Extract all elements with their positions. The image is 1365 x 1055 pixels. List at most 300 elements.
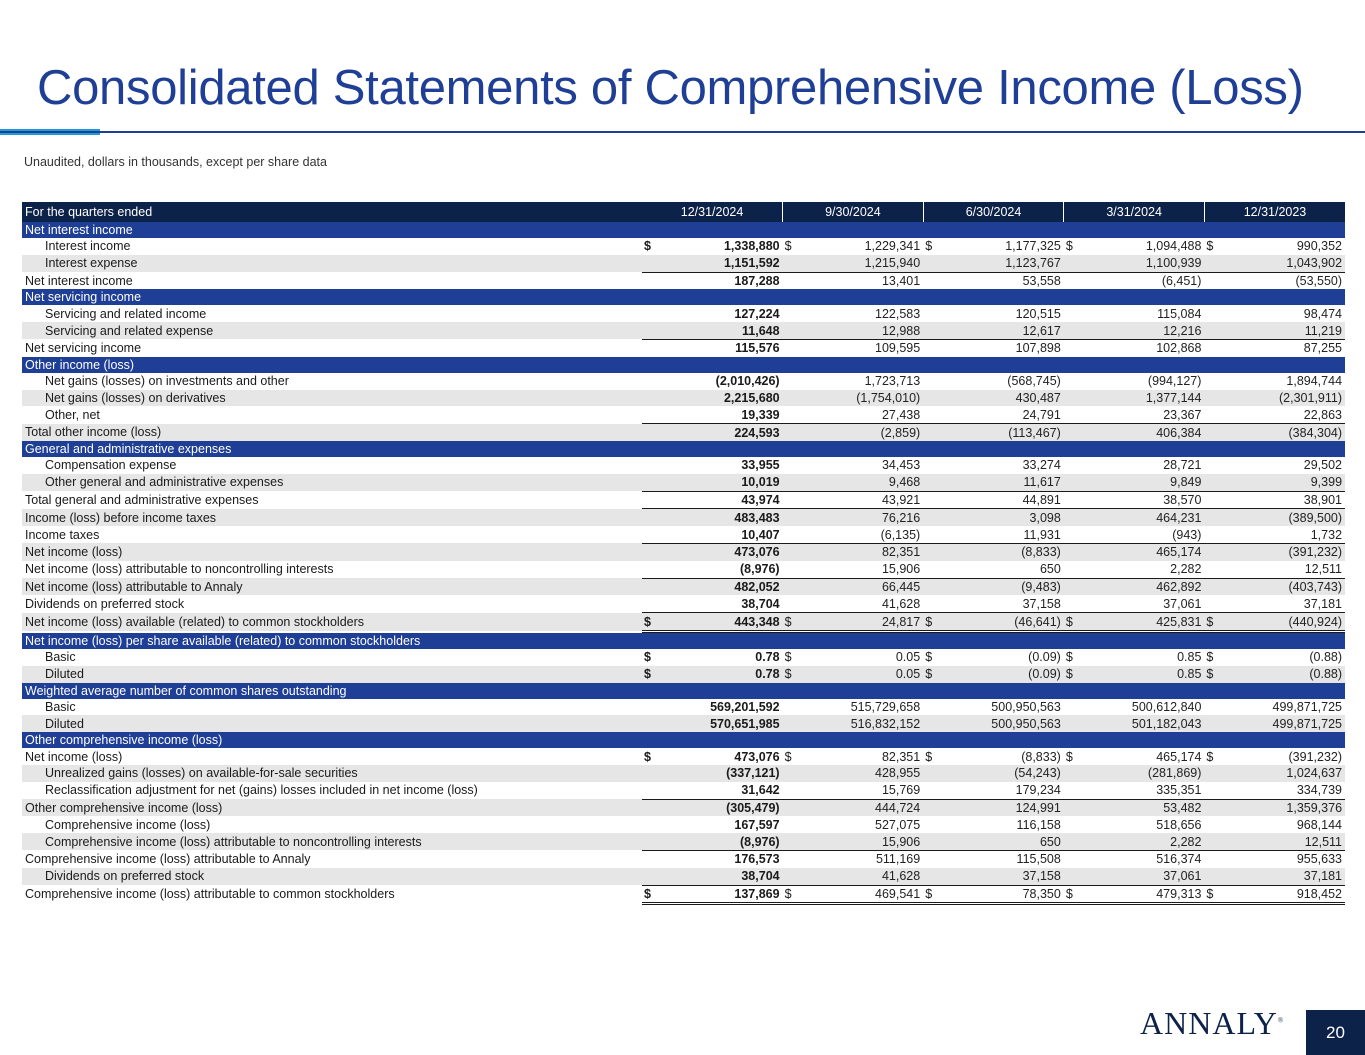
currency-symbol [1064, 322, 1080, 339]
currency-symbol [1204, 424, 1220, 441]
currency-symbol [923, 526, 939, 543]
currency-symbol [923, 595, 939, 612]
value-cell: (389,500) [1220, 509, 1345, 526]
currency-symbol [1064, 406, 1080, 423]
table-row [22, 543, 1345, 560]
value-cell: 31,642 [658, 782, 783, 799]
value-cell: 11,617 [939, 474, 1064, 491]
currency-symbol [1204, 491, 1220, 509]
currency-symbol: $ [1064, 613, 1080, 632]
value-cell: 1,732 [1220, 526, 1345, 543]
row-label: Net income (loss) attributable to Annaly [22, 578, 642, 595]
value-cell: 0.85 [1080, 666, 1205, 683]
currency-symbol: $ [783, 649, 799, 666]
currency-symbol [923, 850, 939, 867]
currency-symbol [1204, 305, 1220, 322]
period-header: 12/31/2024 [642, 202, 783, 222]
currency-symbol: $ [1064, 748, 1080, 765]
section-header-row [22, 289, 1345, 305]
currency-symbol [783, 715, 799, 732]
currency-symbol [1204, 474, 1220, 491]
value-cell: (54,243) [939, 765, 1064, 782]
currency-symbol [923, 322, 939, 339]
currency-symbol [1204, 850, 1220, 867]
section-label: Net income (loss) per share available (related) to common stockholders [22, 631, 1345, 649]
table-row [22, 850, 1345, 867]
value-cell: (305,479) [658, 799, 783, 816]
currency-symbol [642, 833, 658, 850]
page-title: Consolidated Statements of Comprehensive Income (Loss) [37, 61, 1304, 115]
value-cell: 473,076 [658, 748, 783, 765]
value-cell: 0.05 [799, 649, 924, 666]
row-label: Total other income (loss) [22, 424, 642, 441]
value-cell: 335,351 [1080, 782, 1205, 799]
currency-symbol [1204, 526, 1220, 543]
currency-symbol [1064, 715, 1080, 732]
currency-symbol [783, 561, 799, 578]
value-cell: 9,399 [1220, 474, 1345, 491]
row-label: Servicing and related expense [22, 322, 642, 339]
currency-symbol [923, 406, 939, 423]
currency-symbol [1064, 595, 1080, 612]
value-cell: 37,158 [939, 868, 1064, 885]
value-cell: 38,570 [1080, 491, 1205, 509]
row-label: Total general and administrative expenses [22, 491, 642, 509]
currency-symbol [783, 595, 799, 612]
currency-symbol [1204, 595, 1220, 612]
value-cell: 33,274 [939, 457, 1064, 474]
table-row [22, 699, 1345, 716]
value-cell: (384,304) [1220, 424, 1345, 441]
value-cell: (53,550) [1220, 272, 1345, 289]
row-label: Basic [22, 649, 642, 666]
currency-symbol [1204, 322, 1220, 339]
value-cell: (337,121) [658, 765, 783, 782]
currency-symbol: $ [1204, 666, 1220, 683]
value-cell: 187,288 [658, 272, 783, 289]
value-cell: (2,301,911) [1220, 390, 1345, 407]
currency-symbol: $ [642, 748, 658, 765]
currency-symbol [783, 272, 799, 289]
row-label: Unrealized gains (losses) on available-for-sale securities [22, 765, 642, 782]
value-cell: 78,350 [939, 885, 1064, 904]
currency-symbol [923, 715, 939, 732]
currency-symbol [783, 424, 799, 441]
row-label: Net servicing income [22, 339, 642, 356]
value-cell: 1,215,940 [799, 255, 924, 272]
row-label: Dividends on preferred stock [22, 868, 642, 885]
currency-symbol [642, 561, 658, 578]
section-header-row [22, 683, 1345, 699]
currency-symbol [1204, 561, 1220, 578]
currency-symbol [1204, 699, 1220, 716]
value-cell: 473,076 [658, 543, 783, 560]
value-cell: 1,894,744 [1220, 373, 1345, 390]
value-cell: 430,487 [939, 390, 1064, 407]
value-cell: 107,898 [939, 339, 1064, 356]
currency-symbol [1064, 765, 1080, 782]
value-cell: (281,869) [1080, 765, 1205, 782]
value-cell: 37,061 [1080, 595, 1205, 612]
currency-symbol [923, 765, 939, 782]
value-cell: 9,849 [1080, 474, 1205, 491]
value-cell: 12,511 [1220, 833, 1345, 850]
currency-symbol: $ [923, 748, 939, 765]
currency-symbol [642, 799, 658, 816]
currency-symbol: $ [1204, 885, 1220, 904]
currency-symbol [642, 339, 658, 356]
currency-symbol: $ [783, 666, 799, 683]
currency-symbol [783, 850, 799, 867]
value-cell: 115,084 [1080, 305, 1205, 322]
value-cell: 37,181 [1220, 595, 1345, 612]
currency-symbol [783, 509, 799, 526]
row-label: Net interest income [22, 272, 642, 289]
currency-symbol: $ [642, 613, 658, 632]
currency-symbol [1204, 272, 1220, 289]
currency-symbol [1064, 850, 1080, 867]
value-cell: 167,597 [658, 816, 783, 833]
value-cell: 115,576 [658, 339, 783, 356]
currency-symbol [642, 509, 658, 526]
value-cell: (113,467) [939, 424, 1064, 441]
value-cell: 28,721 [1080, 457, 1205, 474]
value-cell: (6,135) [799, 526, 924, 543]
currency-symbol [642, 578, 658, 595]
table-row [22, 816, 1345, 833]
currency-symbol [783, 543, 799, 560]
value-cell: 650 [939, 833, 1064, 850]
row-label: Net income (loss) available (related) to common stockholders [22, 613, 642, 632]
currency-symbol [923, 373, 939, 390]
value-cell: 406,384 [1080, 424, 1205, 441]
currency-symbol [783, 322, 799, 339]
value-cell: 10,019 [658, 474, 783, 491]
value-cell: 15,769 [799, 782, 924, 799]
value-cell: 12,511 [1220, 561, 1345, 578]
currency-symbol: $ [1064, 885, 1080, 904]
row-label: Diluted [22, 666, 642, 683]
annaly-logo [1140, 1005, 1284, 1042]
logo-mark: ® [1277, 1016, 1285, 1025]
value-cell: 516,374 [1080, 850, 1205, 867]
value-cell: (943) [1080, 526, 1205, 543]
currency-symbol [923, 561, 939, 578]
table-body [22, 222, 1345, 904]
value-cell: 1,123,767 [939, 255, 1064, 272]
value-cell: 11,219 [1220, 322, 1345, 339]
value-cell: (6,451) [1080, 272, 1205, 289]
value-cell: 9,468 [799, 474, 924, 491]
currency-symbol [923, 390, 939, 407]
table-row [22, 305, 1345, 322]
value-cell: (0.88) [1220, 666, 1345, 683]
value-cell: 34,453 [799, 457, 924, 474]
value-cell: 0.85 [1080, 649, 1205, 666]
value-cell: 102,868 [1080, 339, 1205, 356]
currency-symbol [923, 833, 939, 850]
value-cell: 500,950,563 [939, 699, 1064, 716]
currency-symbol [1204, 765, 1220, 782]
table-header-row [22, 202, 1345, 222]
currency-symbol [783, 578, 799, 595]
value-cell: 15,906 [799, 561, 924, 578]
row-label: Income taxes [22, 526, 642, 543]
currency-symbol: $ [783, 613, 799, 632]
table-row [22, 406, 1345, 423]
value-cell: 443,348 [658, 613, 783, 632]
currency-symbol [642, 491, 658, 509]
value-cell: 179,234 [939, 782, 1064, 799]
currency-symbol [1204, 868, 1220, 885]
currency-symbol [1064, 526, 1080, 543]
value-cell: 127,224 [658, 305, 783, 322]
currency-symbol: $ [783, 238, 799, 255]
value-cell: 38,901 [1220, 491, 1345, 509]
value-cell: 124,991 [939, 799, 1064, 816]
value-cell: 1,100,939 [1080, 255, 1205, 272]
table-row [22, 765, 1345, 782]
table-row [22, 666, 1345, 683]
currency-symbol [783, 474, 799, 491]
value-cell: 527,075 [799, 816, 924, 833]
value-cell: (8,833) [939, 543, 1064, 560]
title-divider [0, 131, 1365, 133]
value-cell: 500,612,840 [1080, 699, 1205, 716]
table-row [22, 782, 1345, 799]
currency-symbol [783, 305, 799, 322]
section-label: Net servicing income [22, 289, 1345, 305]
section-label: Other income (loss) [22, 357, 1345, 373]
section-label: Weighted average number of common shares outstanding [22, 683, 1345, 699]
value-cell: 444,724 [799, 799, 924, 816]
currency-symbol [923, 782, 939, 799]
table-row [22, 748, 1345, 765]
currency-symbol [923, 339, 939, 356]
value-cell: 44,891 [939, 491, 1064, 509]
currency-symbol [642, 255, 658, 272]
currency-symbol [1204, 390, 1220, 407]
currency-symbol [783, 699, 799, 716]
currency-symbol [642, 699, 658, 716]
table-subtitle: Unaudited, dollars in thousands, except per share data [24, 155, 327, 169]
currency-symbol [923, 578, 939, 595]
table-row [22, 373, 1345, 390]
value-cell: 1,377,144 [1080, 390, 1205, 407]
value-cell: 0.78 [658, 649, 783, 666]
table-row [22, 595, 1345, 612]
row-label: Net gains (losses) on derivatives [22, 390, 642, 407]
value-cell: (440,924) [1220, 613, 1345, 632]
value-cell: 516,832,152 [799, 715, 924, 732]
value-cell: (8,976) [658, 833, 783, 850]
currency-symbol [642, 373, 658, 390]
value-cell: 87,255 [1220, 339, 1345, 356]
value-cell: 0.78 [658, 666, 783, 683]
table-row [22, 424, 1345, 441]
currency-symbol [1064, 305, 1080, 322]
table-row [22, 509, 1345, 526]
value-cell: 38,704 [658, 595, 783, 612]
period-header: 3/31/2024 [1064, 202, 1205, 222]
currency-symbol [1204, 543, 1220, 560]
value-cell: 137,869 [658, 885, 783, 904]
currency-symbol [923, 255, 939, 272]
value-cell: 1,177,325 [939, 238, 1064, 255]
currency-symbol [923, 543, 939, 560]
currency-symbol [642, 406, 658, 423]
value-cell: 483,483 [658, 509, 783, 526]
currency-symbol [783, 457, 799, 474]
value-cell: 464,231 [1080, 509, 1205, 526]
currency-symbol [1064, 543, 1080, 560]
currency-symbol [923, 424, 939, 441]
value-cell: 122,583 [799, 305, 924, 322]
currency-symbol [1064, 474, 1080, 491]
currency-symbol: $ [642, 238, 658, 255]
header-label: For the quarters ended [22, 202, 642, 222]
value-cell: 29,502 [1220, 457, 1345, 474]
currency-symbol: $ [1204, 649, 1220, 666]
table-row [22, 474, 1345, 491]
value-cell: 518,656 [1080, 816, 1205, 833]
value-cell: 650 [939, 561, 1064, 578]
currency-symbol [1064, 578, 1080, 595]
row-label: Net income (loss) [22, 748, 642, 765]
currency-symbol: $ [1064, 238, 1080, 255]
currency-symbol: $ [923, 666, 939, 683]
currency-symbol [642, 526, 658, 543]
value-cell: 2,282 [1080, 561, 1205, 578]
value-cell: 116,158 [939, 816, 1064, 833]
currency-symbol [1204, 816, 1220, 833]
currency-symbol: $ [642, 666, 658, 683]
currency-symbol [923, 305, 939, 322]
value-cell: 334,739 [1220, 782, 1345, 799]
row-label: Comprehensive income (loss) attributable to Annaly [22, 850, 642, 867]
currency-symbol [642, 457, 658, 474]
value-cell: 1,043,902 [1220, 255, 1345, 272]
value-cell: 10,407 [658, 526, 783, 543]
table-row [22, 526, 1345, 543]
value-cell: 43,921 [799, 491, 924, 509]
currency-symbol [1204, 373, 1220, 390]
period-header: 9/30/2024 [783, 202, 924, 222]
value-cell: 462,892 [1080, 578, 1205, 595]
value-cell: 37,061 [1080, 868, 1205, 885]
table-row [22, 885, 1345, 904]
currency-symbol [1064, 424, 1080, 441]
currency-symbol [1204, 782, 1220, 799]
value-cell: 955,633 [1220, 850, 1345, 867]
income-statement-table [22, 202, 1345, 905]
currency-symbol [642, 850, 658, 867]
value-cell: 33,955 [658, 457, 783, 474]
currency-symbol [1064, 491, 1080, 509]
value-cell: (9,483) [939, 578, 1064, 595]
value-cell: 918,452 [1220, 885, 1345, 904]
value-cell: 12,216 [1080, 322, 1205, 339]
currency-symbol [1204, 578, 1220, 595]
value-cell: (46,641) [939, 613, 1064, 632]
currency-symbol [783, 406, 799, 423]
currency-symbol [1204, 457, 1220, 474]
currency-symbol [923, 457, 939, 474]
value-cell: 38,704 [658, 868, 783, 885]
value-cell: 501,182,043 [1080, 715, 1205, 732]
section-header-row [22, 357, 1345, 373]
value-cell: 37,181 [1220, 868, 1345, 885]
table-row [22, 255, 1345, 272]
value-cell: 115,508 [939, 850, 1064, 867]
section-header-row [22, 732, 1345, 748]
value-cell: (994,127) [1080, 373, 1205, 390]
value-cell: 0.05 [799, 666, 924, 683]
row-label: Net income (loss) [22, 543, 642, 560]
value-cell: (403,743) [1220, 578, 1345, 595]
currency-symbol [642, 272, 658, 289]
value-cell: (0.09) [939, 649, 1064, 666]
currency-symbol [1204, 715, 1220, 732]
period-header: 12/31/2023 [1204, 202, 1345, 222]
value-cell: (2,010,426) [658, 373, 783, 390]
period-header: 6/30/2024 [923, 202, 1064, 222]
value-cell: 11,931 [939, 526, 1064, 543]
currency-symbol: $ [923, 649, 939, 666]
currency-symbol [783, 491, 799, 509]
value-cell: 41,628 [799, 868, 924, 885]
value-cell: 76,216 [799, 509, 924, 526]
value-cell: 1,723,713 [799, 373, 924, 390]
value-cell: 1,359,376 [1220, 799, 1345, 816]
currency-symbol [642, 816, 658, 833]
currency-symbol [923, 474, 939, 491]
row-label: Compensation expense [22, 457, 642, 474]
value-cell: 2,215,680 [658, 390, 783, 407]
currency-symbol [923, 868, 939, 885]
table-row [22, 613, 1345, 632]
currency-symbol [1204, 339, 1220, 356]
currency-symbol: $ [1204, 238, 1220, 255]
table-row [22, 272, 1345, 289]
value-cell: 27,438 [799, 406, 924, 423]
value-cell: 1,151,592 [658, 255, 783, 272]
currency-symbol [1064, 782, 1080, 799]
currency-symbol [783, 833, 799, 850]
table-row [22, 833, 1345, 850]
currency-symbol [783, 390, 799, 407]
row-label: Net income (loss) attributable to noncontrolling interests [22, 561, 642, 578]
section-header-row [22, 222, 1345, 238]
value-cell: 120,515 [939, 305, 1064, 322]
row-label: Other general and administrative expenses [22, 474, 642, 491]
value-cell: 499,871,725 [1220, 699, 1345, 716]
value-cell: 66,445 [799, 578, 924, 595]
currency-symbol [642, 424, 658, 441]
page-number: 20 [1306, 1010, 1365, 1055]
currency-symbol [923, 509, 939, 526]
table-row [22, 649, 1345, 666]
value-cell: 1,229,341 [799, 238, 924, 255]
value-cell: (2,859) [799, 424, 924, 441]
currency-symbol: $ [642, 885, 658, 904]
logo-text: ANNALY [1140, 1005, 1278, 1041]
table-row [22, 715, 1345, 732]
section-label: Other comprehensive income (loss) [22, 732, 1345, 748]
section-label: Net interest income [22, 222, 1345, 238]
currency-symbol [1204, 799, 1220, 816]
currency-symbol [783, 339, 799, 356]
